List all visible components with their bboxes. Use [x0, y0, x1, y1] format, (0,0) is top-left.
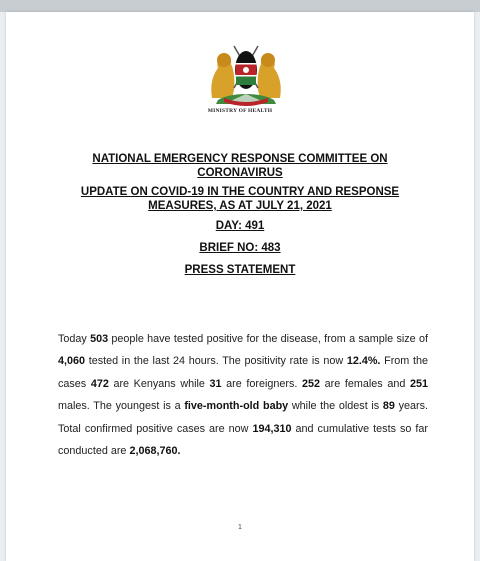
sample-size: 4,060	[58, 355, 86, 368]
ministry-caption: MINISTRY OF HEALTH	[207, 108, 273, 114]
brief-number: BRIEF NO: 483	[199, 242, 281, 254]
statement-paragraph: Today 503 people have tested positive for the disease, from a sample size of 4,060 tested in the last 24 hours. The positivity rate is now 12.4%. From the cases 472 are Kenyans while 31 are foreigners. 252 are females and 251 males. The youngest is a five-month-old baby while the oldest is 89 years. Total confirmed positive cases are now 194,310 and cumulative tests so far conducted are 2,068,760.	[58, 332, 429, 458]
cumulative-tests: 2,068,760.	[129, 445, 181, 458]
tested-positive-count: 503	[90, 332, 109, 345]
foreigners-count: 31	[209, 377, 222, 390]
update-title: UPDATE ON COVID-19 IN THE COUNTRY AND RESPONSE MEASURES, AS AT JULY 21, 2021	[80, 186, 400, 212]
press-statement-label: PRESS STATEMENT	[184, 264, 296, 276]
kenya-coat-of-arms-logo	[204, 40, 288, 106]
day-label: DAY: 491	[215, 220, 265, 232]
document-page	[6, 12, 474, 561]
document-headings	[6, 152, 474, 277]
males-count: 251	[409, 377, 428, 390]
youngest-patient: five-month-old baby	[184, 400, 289, 413]
committee-title: NATIONAL EMERGENCY RESPONSE COMMITTEE ON CORONAVIRUS	[92, 153, 388, 179]
positivity-rate: 12.4%.	[346, 355, 381, 368]
females-count: 252	[302, 377, 321, 390]
oldest-patient-age: 89	[382, 400, 395, 413]
page-number: 1	[238, 524, 242, 531]
viewer-top-bar	[0, 0, 480, 12]
total-cases: 194,310	[252, 422, 292, 435]
kenyans-count: 472	[90, 377, 109, 390]
